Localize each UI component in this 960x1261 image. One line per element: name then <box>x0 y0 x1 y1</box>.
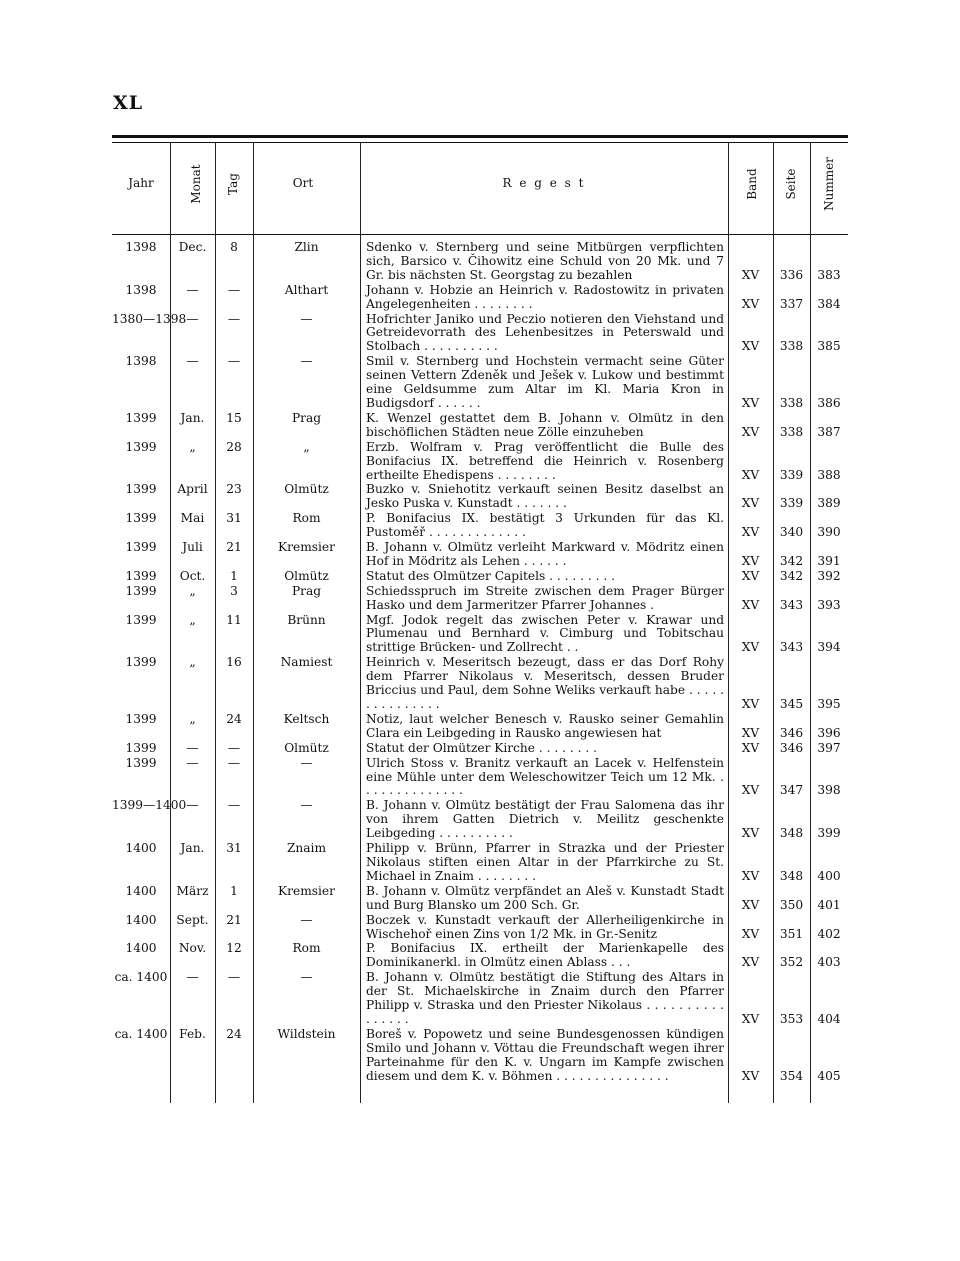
place-cell: — <box>300 311 313 326</box>
regest-text-cell: Hofrichter Janiko und Peczio notieren den Viehstand und Getreidevorrath des Lehenbesitzes in Peterswald und Stolbach . . . . . . . . . . <box>366 311 724 354</box>
month-cell: „ <box>189 711 196 726</box>
month-cell: — <box>186 755 199 770</box>
number-cell: 392 <box>817 568 841 583</box>
year-cell: 1399 <box>125 740 157 755</box>
year-cell: 1399 <box>125 755 157 770</box>
page-cell: 346 <box>779 740 804 755</box>
place-cell: Brünn <box>287 612 326 627</box>
year-cell: 1399 <box>125 568 157 583</box>
volume-cell: XV <box>741 1068 760 1083</box>
page-cell: 338 <box>779 339 804 354</box>
month-cell: April <box>177 482 208 497</box>
regest-text-cell: Erzb. Wolfram v. Prag veröffentlicht die Bulle des Bonifacius IX. betreffend die Heinrich v. Rosenberg ertheilte Ehedispens . . . . . . . . <box>366 439 724 482</box>
place-cell: — <box>300 755 313 770</box>
year-cell: 1399 <box>125 511 157 526</box>
month-cell: Feb. <box>179 1026 206 1041</box>
volume-cell: XV <box>741 424 760 439</box>
regest-text-cell: P. Bonifacius IX. ertheilt der Marienkapelle des Dominikanerkl. in Olmütz einen Ablass . . . <box>366 941 724 970</box>
page-cell: 354 <box>779 1068 804 1083</box>
month-cell: Jan. <box>180 410 205 425</box>
volume-cell: XV <box>741 897 760 912</box>
page-cell: 339 <box>779 496 804 511</box>
header-seite: Seite <box>784 168 798 200</box>
regest-table <box>112 240 848 1083</box>
day-cell: — <box>227 282 241 297</box>
day-cell: 23 <box>226 482 242 497</box>
year-cell: 1400 <box>125 941 157 956</box>
page-cell: 353 <box>779 1011 804 1026</box>
table-row <box>112 240 848 283</box>
table-row <box>112 841 848 884</box>
place-cell: Namiest <box>280 655 333 670</box>
table-row <box>112 970 848 1027</box>
header-band: Band <box>745 168 759 200</box>
regest-text-cell: Statut der Olmützer Kirche . . . . . . . . <box>366 740 597 755</box>
place-cell: — <box>300 354 313 369</box>
page-cell: 345 <box>779 697 804 711</box>
day-cell: 15 <box>226 410 242 425</box>
regest-text-cell: Mgf. Jodok regelt das zwischen Peter v. Krawar und Plumenau und Bernhard v. Cimburg und Tobitschau strittige Brücken- und Zollrecht . . <box>366 612 724 655</box>
number-cell: 402 <box>817 926 841 941</box>
number-cell: 383 <box>817 267 841 282</box>
place-cell: „ <box>303 439 310 454</box>
number-cell: 400 <box>817 868 841 883</box>
volume-cell: XV <box>741 267 760 282</box>
day-cell: 8 <box>230 240 238 254</box>
volume-cell: XV <box>741 467 760 482</box>
year-cell: 1400 <box>125 883 157 898</box>
day-cell: 24 <box>226 711 242 726</box>
day-cell: — <box>227 354 241 369</box>
month-cell: „ <box>189 655 196 670</box>
volume-cell: XV <box>741 640 760 655</box>
place-cell: Olmütz <box>284 740 329 755</box>
month-cell: — <box>186 970 199 985</box>
table-row <box>112 569 848 584</box>
year-cell: 1399—1400 <box>112 798 187 813</box>
table-row <box>112 756 848 799</box>
number-cell: 389 <box>817 496 841 511</box>
year-cell: 1399 <box>125 583 157 598</box>
page-cell: 346 <box>779 725 804 740</box>
number-cell: 385 <box>817 339 841 354</box>
volume-cell: XV <box>741 955 760 970</box>
month-cell: März <box>176 883 209 898</box>
number-cell: 397 <box>817 740 841 755</box>
place-cell: Keltsch <box>283 711 330 726</box>
page-cell: 340 <box>779 525 804 540</box>
month-cell: „ <box>189 583 196 598</box>
regest-text-cell: B. Johann v. Olmütz bestätigt der Frau Salomena das ihr von ihrem Gatten Dietrich v. Meilitz geschenkte Leibgeding . . . . . . . . . . <box>366 798 724 841</box>
regest-text-cell: Philipp v. Brünn, Pfarrer in Strazka und der Priester Nikolaus stiften einen Altar in der Pfarrkirche zu St. Michael in Znaim . . . . . . . . <box>366 841 724 883</box>
year-cell: 1398 <box>125 354 157 369</box>
month-cell: Mai <box>180 511 205 526</box>
volume-cell: XV <box>741 725 760 740</box>
number-cell: 399 <box>817 826 841 841</box>
number-cell: 396 <box>817 725 841 740</box>
day-cell: — <box>227 798 241 813</box>
number-cell: 405 <box>817 1068 841 1083</box>
number-cell: 387 <box>817 424 841 439</box>
page-cell: 343 <box>779 597 804 612</box>
day-cell: — <box>227 970 241 985</box>
regest-text-cell: Ulrich Stoss v. Branitz verkauft an Lacek v. Helfenstein eine Mühle unter dem Weleschowitzer Teich um 12 Mk. . . . . . . . . . . . . . . <box>366 755 724 798</box>
page-cell: 338 <box>779 424 804 439</box>
regest-text-cell: Statut des Olmützer Capitels . . . . . . . . . <box>366 568 615 583</box>
regest-text-cell: Johann v. Hobzie an Heinrich v. Radostowitz in privaten Angelegenheiten . . . . . . . . <box>366 282 724 311</box>
table-row <box>112 655 848 712</box>
regest-table-body <box>112 240 848 1083</box>
month-cell: Dec. <box>178 240 207 254</box>
month-cell: „ <box>189 439 196 454</box>
day-cell: 12 <box>226 941 242 956</box>
volume-cell: XV <box>741 525 760 540</box>
table-row <box>112 913 848 942</box>
number-cell: 388 <box>817 467 841 482</box>
number-cell: 394 <box>817 640 841 655</box>
number-cell: 398 <box>817 783 841 798</box>
volume-cell: XV <box>741 553 760 568</box>
regest-text-cell: P. Bonifacius IX. bestätigt 3 Urkunden für das Kl. Pustoměř . . . . . . . . . . . . . <box>366 511 724 540</box>
volume-cell: XV <box>741 395 760 410</box>
table-row <box>112 482 848 511</box>
table-row <box>112 712 848 741</box>
table-row <box>112 613 848 656</box>
place-cell: Althart <box>284 282 329 297</box>
number-cell: 403 <box>817 955 841 970</box>
volume-cell: XV <box>741 339 760 354</box>
day-cell: — <box>227 755 241 770</box>
month-cell: — <box>186 311 199 326</box>
number-cell: 390 <box>817 525 841 540</box>
place-cell: — <box>300 970 313 985</box>
month-cell: — <box>186 354 199 369</box>
page-cell: 339 <box>779 467 804 482</box>
page-cell: 350 <box>779 897 804 912</box>
header-ort: Ort <box>292 176 314 190</box>
header-nummer: Nummer <box>822 157 836 211</box>
month-cell: — <box>186 740 199 755</box>
table-row <box>112 312 848 355</box>
month-cell: — <box>186 282 199 297</box>
place-cell: Rom <box>292 941 321 956</box>
day-cell: — <box>227 740 241 755</box>
day-cell: 21 <box>226 912 242 927</box>
day-cell: 31 <box>226 511 242 526</box>
regest-text-cell: B. Johann v. Olmütz bestätigt die Stiftung des Altars in der St. Michaelskirche in Znaim durch den Pfarrer Philipp v. Straska und den Priester Nikolaus . . . . . . . . . . . . . . . . <box>366 970 724 1026</box>
place-cell: Znaim <box>286 841 327 856</box>
number-cell: 404 <box>817 1011 841 1026</box>
place-cell: Olmütz <box>284 568 329 583</box>
table-row <box>112 884 848 913</box>
day-cell: 1 <box>230 568 238 583</box>
day-cell: 24 <box>226 1026 242 1041</box>
year-cell: 1399 <box>125 711 157 726</box>
page-cell: 342 <box>779 553 804 568</box>
table-row <box>112 798 848 841</box>
regest-text-cell: Buzko v. Sniehotitz verkauft seinen Besitz daselbst an Jesko Puska v. Kunstadt . . . . . . . <box>366 482 724 511</box>
volume-cell: XV <box>741 783 760 798</box>
month-cell: Oct. <box>179 568 206 583</box>
number-cell: 386 <box>817 395 841 410</box>
page-cell: 348 <box>779 868 804 883</box>
number-cell: 395 <box>817 697 841 711</box>
year-cell: 1398 <box>125 240 157 254</box>
table-row <box>112 283 848 312</box>
day-cell: 11 <box>226 612 242 627</box>
year-cell: 1399 <box>125 482 157 497</box>
volume-cell: XV <box>741 496 760 511</box>
day-cell: 31 <box>226 841 242 856</box>
table-row <box>112 941 848 970</box>
page-cell: 336 <box>779 267 804 282</box>
place-cell: Kremsier <box>278 883 335 898</box>
regest-text-cell: Smil v. Sternberg und Hochstein vermacht seine Güter seinen Vettern Zdeněk und Ješek v. Lukow und bestimmt eine Geldsumme zum Altar im Kl. Maria Kron in Budigsdorf . . . . . . <box>366 354 724 410</box>
volume-cell: XV <box>741 296 760 311</box>
month-cell: — <box>186 798 199 813</box>
year-cell: 1399 <box>125 410 157 425</box>
year-cell: 1399 <box>125 540 157 555</box>
header-jahr: Jahr <box>128 176 154 190</box>
top-rule-thin <box>112 142 848 143</box>
month-cell: Nov. <box>178 941 207 956</box>
day-cell: — <box>227 311 241 326</box>
regest-text-cell: B. Johann v. Olmütz verleiht Markward v. Mödritz einen Hof in Mödritz als Lehen . . . . . . <box>366 540 724 568</box>
year-cell: 1399 <box>125 439 157 454</box>
table-row <box>112 540 848 569</box>
table-row <box>112 511 848 540</box>
number-cell: 401 <box>817 897 841 912</box>
place-cell: Rom <box>292 511 321 526</box>
regest-text-cell: Schiedsspruch im Streite zwischen dem Prager Bürger Hasko und dem Jarmeritzer Pfarrer Johannes . <box>366 583 724 612</box>
volume-cell: XV <box>741 697 760 711</box>
page-cell: 348 <box>779 826 804 841</box>
volume-cell: XV <box>741 1011 760 1026</box>
page-cell: 338 <box>779 395 804 410</box>
day-cell: 1 <box>230 883 238 898</box>
header-rule <box>112 234 848 235</box>
page-number: XL <box>113 92 144 114</box>
day-cell: 16 <box>226 655 242 670</box>
page-cell: 342 <box>779 568 804 583</box>
year-cell: 1399 <box>125 655 157 670</box>
place-cell: — <box>300 798 313 813</box>
header-tag: Tag <box>226 173 240 195</box>
number-cell: 391 <box>817 553 841 568</box>
regest-text-cell: Sdenko v. Sternberg und seine Mitbürgen verpflichten sich, Barsico v. Čihowitz eine Schuld von 20 Mk. und 7 Gr. bis nächsten St. Georgstag zu bezahlen <box>366 240 724 282</box>
day-cell: 28 <box>226 439 242 454</box>
regest-text-cell: Boczek v. Kunstadt verkauft der Allerheiligenkirche in Wischehoř einen Zins von 1/2 Mk. in Gr.-Senitz <box>366 912 724 941</box>
month-cell: „ <box>189 612 196 627</box>
volume-cell: XV <box>741 926 760 941</box>
year-cell: ca. 1400 <box>114 1026 168 1041</box>
regest-text-cell: K. Wenzel gestattet dem B. Johann v. Olmütz in den bischöflichen Städten neue Zölle einzuheben <box>366 410 724 439</box>
year-cell: 1400 <box>125 841 157 856</box>
page-cell: 347 <box>779 783 804 798</box>
table-row <box>112 354 848 411</box>
year-cell: 1380—1398 <box>112 311 187 326</box>
regest-text-cell: Boreš v. Popowetz und seine Bundesgenossen kündigen Smilo und Johann v. Vöttau die Freundschaft wegen ihrer Parteinahme für den K. v. Ungarn im Kampfe zwischen diesem und dem K. v. Böhmen . . . . . . . . . . . . . . . <box>366 1026 724 1083</box>
place-cell: Wildstein <box>277 1026 336 1041</box>
month-cell: Sept. <box>176 912 209 927</box>
table-row <box>112 1027 848 1084</box>
volume-cell: XV <box>741 568 760 583</box>
place-cell: Olmütz <box>284 482 329 497</box>
place-cell: Prag <box>291 583 322 598</box>
regest-text-cell: B. Johann v. Olmütz verpfändet an Aleš v. Kunstadt Stadt und Burg Blansko um 200 Sch. Gr. <box>366 883 724 912</box>
day-cell: 3 <box>230 583 238 598</box>
page-cell: 343 <box>779 640 804 655</box>
place-cell: Zlin <box>294 240 319 254</box>
volume-cell: XV <box>741 868 760 883</box>
number-cell: 384 <box>817 296 841 311</box>
table-row <box>112 440 848 483</box>
year-cell: ca. 1400 <box>114 970 168 985</box>
volume-cell: XV <box>741 597 760 612</box>
table-row <box>112 584 848 613</box>
place-cell: — <box>300 912 313 927</box>
place-cell: Kremsier <box>278 540 335 555</box>
year-cell: 1398 <box>125 282 157 297</box>
regest-text-cell: Notiz, laut welcher Benesch v. Rausko seiner Gemahlin Clara ein Leibgeding in Rausko angewiesen hat <box>366 711 724 740</box>
volume-cell: XV <box>741 826 760 841</box>
day-cell: 21 <box>226 540 242 555</box>
header-monat: Monat <box>189 164 203 204</box>
page-cell: 352 <box>779 955 804 970</box>
year-cell: 1399 <box>125 612 157 627</box>
table-row <box>112 411 848 440</box>
month-cell: Jan. <box>180 841 205 856</box>
place-cell: Prag <box>291 410 322 425</box>
month-cell: Juli <box>182 540 203 555</box>
top-rule-thick <box>112 135 848 138</box>
volume-cell: XV <box>741 740 760 755</box>
header-regest: R e g e s t <box>502 176 586 190</box>
page-cell: 351 <box>779 926 804 941</box>
table-row <box>112 741 848 756</box>
page-cell: 337 <box>779 296 804 311</box>
year-cell: 1400 <box>125 912 157 927</box>
regest-text-cell: Heinrich v. Meseritsch bezeugt, dass er das Dorf Rohy dem Pfarrer Nikolaus v. Meseritsch, dessen Bruder Briccius und Paul, dem Sohne Weliks verkauft habe . . . . . . . . . . . . . . . <box>366 655 724 711</box>
number-cell: 393 <box>817 597 841 612</box>
